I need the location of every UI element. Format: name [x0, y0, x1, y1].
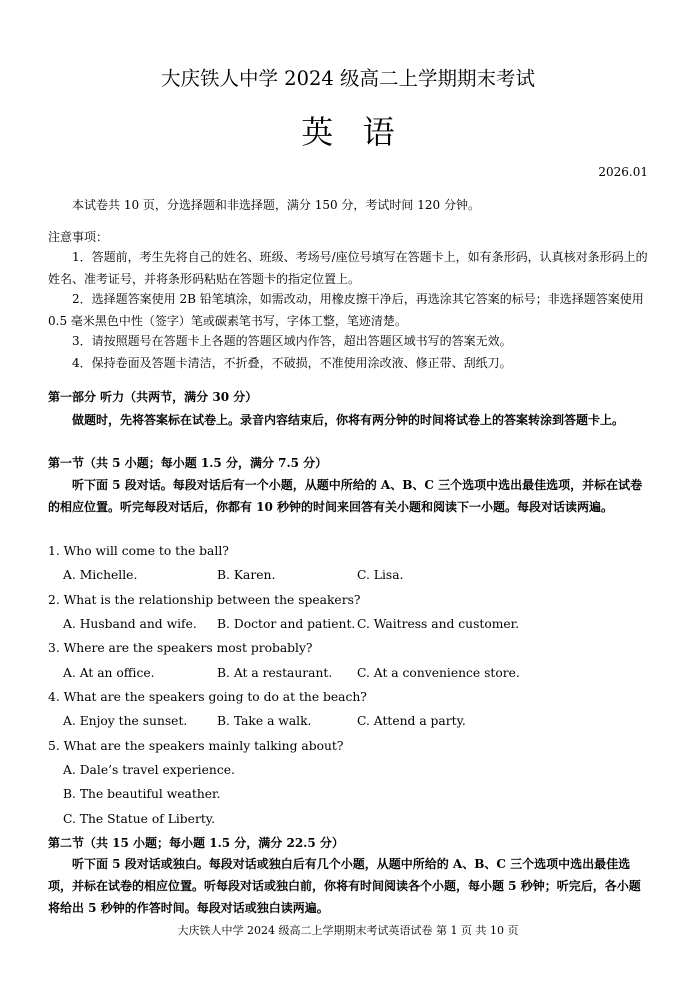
note-item-1: 1．答题前，考生先将自己的姓名、班级、考场号/座位号填写在答题卡上，如有条形码，认真核对条形码上的姓名、准考证号，并将条形码粘贴在答题卡的指定位置上。	[48, 250, 648, 286]
q5-option-a: A. Dale’s travel experience.	[63, 763, 235, 777]
q3-option-b: B. At a restaurant.	[217, 666, 333, 680]
exam-date: 2026.01	[598, 165, 648, 179]
question-5: 5. What are the speakers mainly talking about?	[48, 739, 344, 753]
q3-option-c: C. At a convenience store.	[357, 666, 520, 680]
question-2: 2. What is the relationship between the speakers?	[48, 593, 361, 607]
question-3: 3. Where are the speakers most probably?	[48, 641, 313, 655]
subject-title: 英 语	[301, 113, 405, 151]
q5-option-b: B. The beautiful weather.	[63, 787, 221, 801]
question-1: 1. Who will come to the ball?	[48, 544, 229, 558]
exam-title: 大庆铁人中学 2024 级高二上学期期末考试	[160, 67, 536, 90]
section1-heading: 第一节（共 5 小题；每小题 1.5 分，满分 7.5 分）	[48, 456, 328, 470]
q2-option-c: C. Waitress and customer.	[357, 617, 520, 631]
note-item-3: 3．请按照题号在答题卡上各题的答题区域内作答，超出答题区域书写的答案无效。	[72, 334, 512, 348]
section2-instruction: 听下面 5 段对话或独白。每段对话或独白后有几个小题，从题中所给的 A、B、C 三个选项中选出最佳选项，并标在试卷的相应位置。听每段对话或独白前，你将有时间阅读各个小题，每小题 5 秒钟；听完后，各小题将给出 5 秒钟的作答时间。每段对话或独白读两遍。	[48, 857, 641, 915]
q4-option-a: A. Enjoy the sunset.	[63, 714, 188, 728]
q4-option-c: C. Attend a party.	[357, 714, 466, 728]
note-item-2: 2．选择题答案使用 2B 铅笔填涂，如需改动，用橡皮擦干净后，再选涂其它答案的标号；非选择题答案使用 0.5 毫米黑色中性（签字）笔或碳素笔书写，字体工整，笔迹清楚。	[48, 292, 644, 328]
intro-text: 本试卷共 10 页，分选择题和非选择题，满分 150 分，考试时间 120 分钟。	[72, 198, 480, 212]
q2-option-b: B. Doctor and patient.	[217, 617, 356, 631]
q1-option-c: C. Lisa.	[357, 568, 404, 582]
page-footer: 大庆铁人中学 2024 级高二上学期期末考试英语试卷 第 1 页 共 10 页	[177, 924, 519, 937]
q3-option-a: A. At an office.	[63, 666, 155, 680]
note-item-4: 4．保持卷面及答题卡清洁，不折叠，不破损，不准使用涂改液、修正带、刮纸刀。	[72, 356, 512, 370]
question-4: 4. What are the speakers going to do at the beach?	[48, 690, 367, 704]
section2-heading: 第二节（共 15 小题；每小题 1.5 分，满分 22.5 分）	[48, 836, 344, 850]
section1-instruction: 听下面 5 段对话。每段对话后有一个小题，从题中所给的 A、B、C 三个选项中选出最佳选项，并标在试卷的相应位置。听完每段对话后，你都有 10 秒钟的时间来回答有关小题和阅读下一小题。每段对话读两遍。	[48, 478, 643, 514]
part1-instruction: 做题时，先将答案标在试卷上。录音内容结束后，你将有两分钟的时间将试卷上的答案转涂到答题卡上。	[72, 413, 625, 427]
q5-option-c: C. The Statue of Liberty.	[63, 812, 215, 826]
q1-option-a: A. Michelle.	[63, 568, 138, 582]
q1-option-b: B. Karen.	[217, 568, 276, 582]
part1-heading: 第一部分 听力（共两节，满分 30 分）	[48, 390, 258, 404]
notes-heading: 注意事项：	[48, 230, 109, 244]
q4-option-b: B. Take a walk.	[217, 714, 312, 728]
q2-option-a: A. Husband and wife.	[63, 617, 197, 631]
